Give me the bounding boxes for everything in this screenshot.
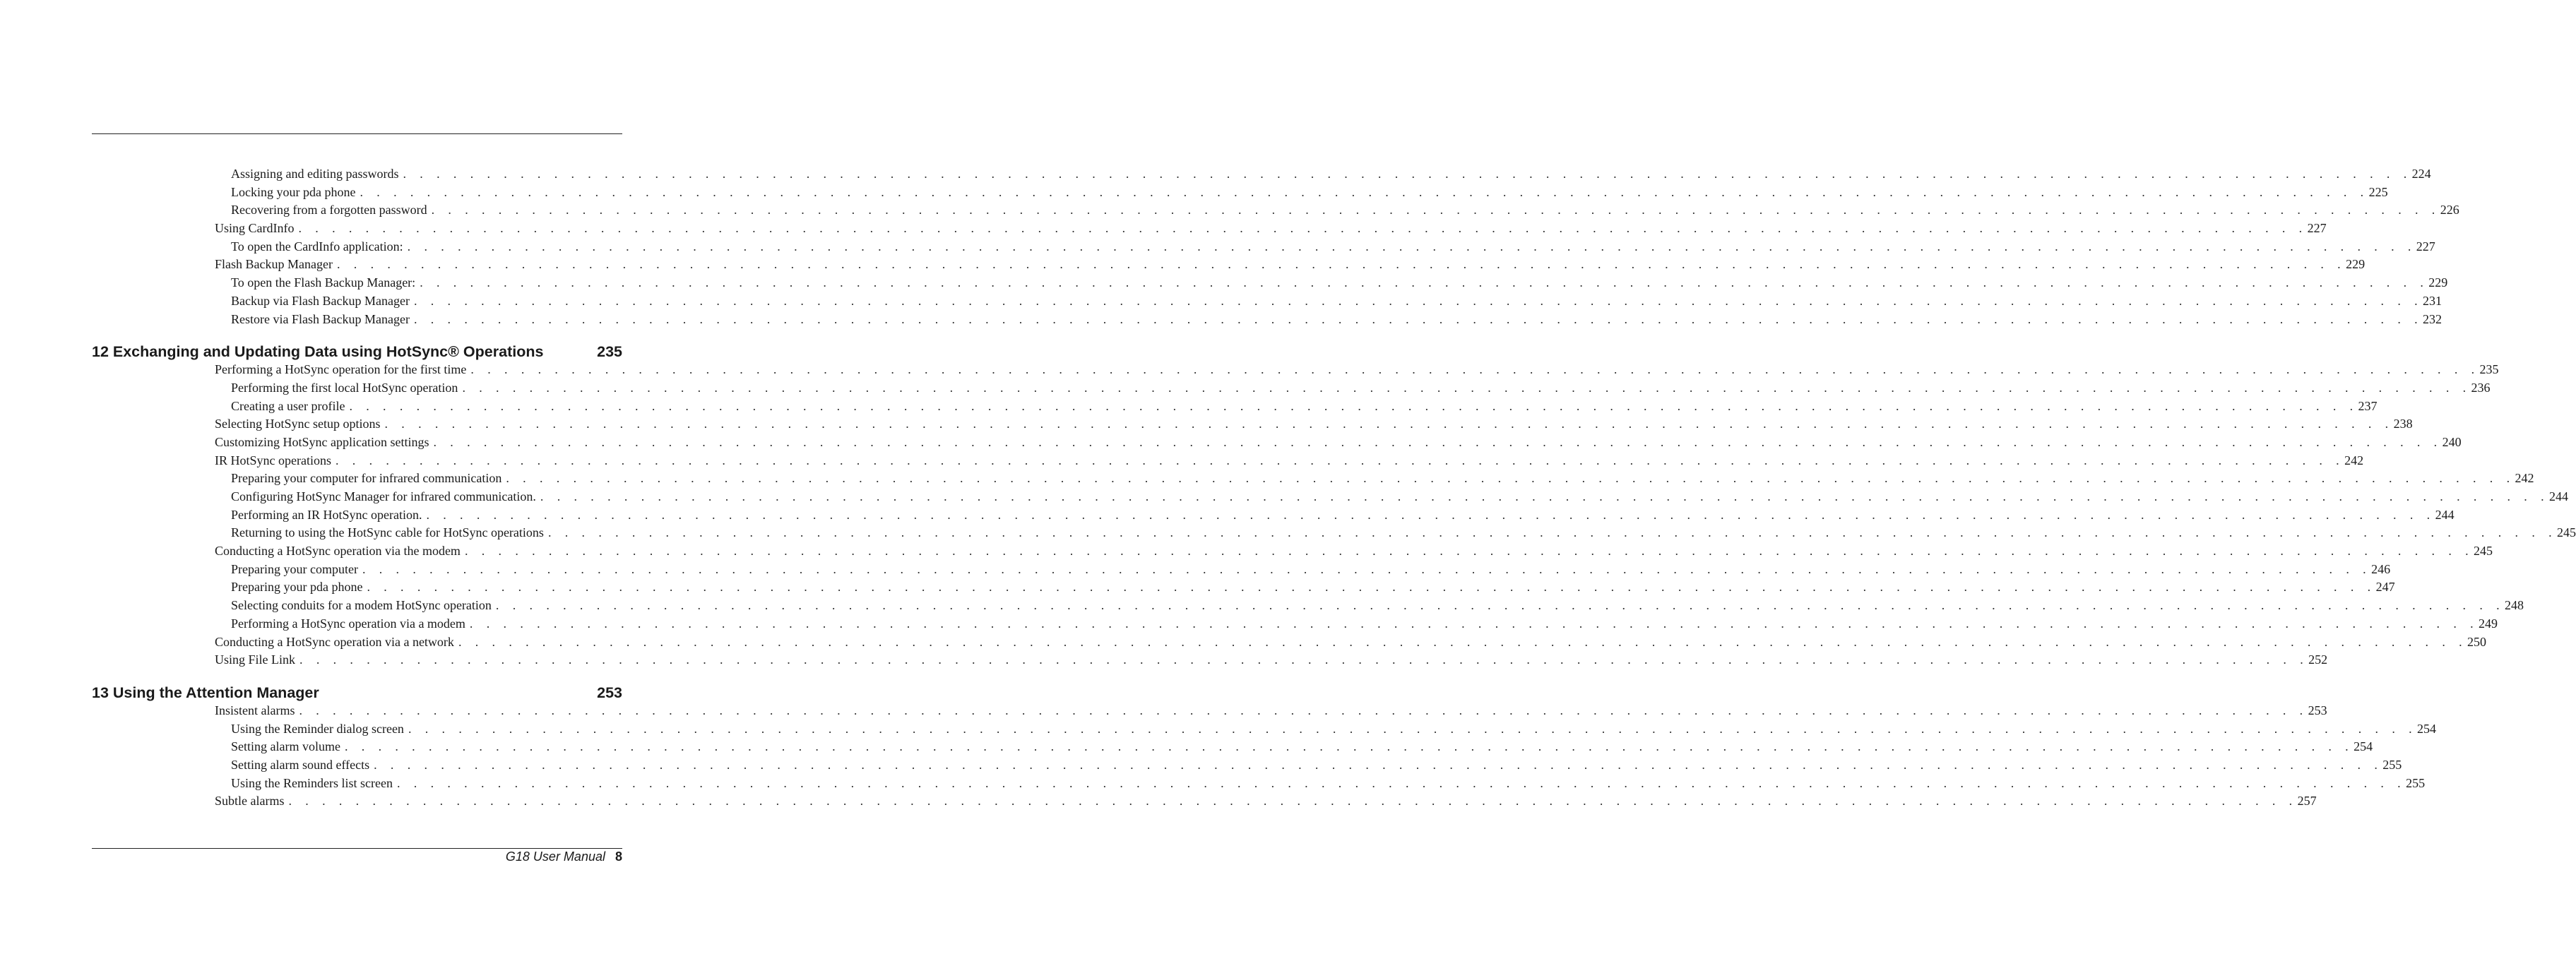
toc-subsection-entry[interactable] [92, 615, 2498, 633]
dot-leader: . . . . . . . . . . . . . . . . . . . . . . . . . . . . . . . . . . . . . . . . . . . . . . . . . . . . . . . . . . . . . . . . . . . . . . . . . . . . . . . . . . . . . . . . . . . . . . . . . . . . . . . . . . . . . . . . . . . . . . . . [367, 580, 2376, 595]
dot-leader: . . . . . . . . . . . . . . . . . . . . . . . . . . . . . . . . . . . . . . . . . . . . . . . . . . . . . . . . . . . . . . . . . . . . . . . . . . . . . . . . . . . . . . . . . . . . . . . . . . . . . . . . . . . . . . . . . . . . . . . . [495, 598, 2505, 613]
toc-section-entry[interactable] [92, 702, 2327, 720]
dot-leader: . . . . . . . . . . . . . . . . . . . . . . . . . . . . . . . . . . . . . . . . . . . . . . . . . . . . . . . . . . . . . . . . . . . . . . . . . . . . . . . . . . . . . . . . . . . . . . . . . . . . . . . . . . . . . . . . . . . . . . . . [349, 398, 2358, 413]
entry-title: To open the Flash Backup Manager: [231, 275, 416, 290]
entry-title: Performing the first local HotSync operation [231, 380, 458, 395]
entry-title: Using the Reminders list screen [231, 775, 393, 790]
toc-subsection-entry[interactable] [92, 165, 2431, 184]
dot-leader: . . . . . . . . . . . . . . . . . . . . . . . . . . . . . . . . . . . . . . . . . . . . . . . . . . . . . . . . . . . . . . . . . . . . . . . . . . . . . . . . . . . . . . . . . . . . . . . . . . . . . . . . . . . . . . . . . . . . . . . . [336, 257, 2346, 272]
entry-page-number: 236 [2471, 380, 2491, 395]
entry-page-number: 229 [2346, 257, 2366, 272]
entry-page-number: 245 [2474, 544, 2493, 559]
entry-title: Using File Link [215, 652, 296, 667]
dot-leader: . . . . . . . . . . . . . . . . . . . . . . . . . . . . . . . . . . . . . . . . . . . . . . . . . . . . . . . . . . . . . . . . . . . . . . . . . . . . . . . . . . . . . . . . . . . . . . . . . . . . . . . . . . . . . . . . . . . . . . . . [362, 561, 2372, 576]
entry-page-number: 226 [2440, 203, 2459, 217]
dot-leader: . . . . . . . . . . . . . . . . . . . . . . . . . . . . . . . . . . . . . . . . . . . . . . . . . . . . . . . . . . . . . . . . . . . . . . . . . . . . . . . . . . . . . . . . . . . . . . . . . . . . . . . . . . . . . . . . . . . . . . . . [413, 311, 2423, 326]
dot-leader: . . . . . . . . . . . . . . . . . . . . . . . . . . . . . . . . . . . . . . . . . . . . . . . . . . . . . . . . . . . . . . . . . . . . . . . . . . . . . . . . . . . . . . . . . . . . . . . . . . . . . . . . . . . . . . . . . . . . . . . . [335, 453, 2345, 467]
dot-leader: . . . . . . . . . . . . . . . . . . . . . . . . . . . . . . . . . . . . . . . . . . . . . . . . . . . . . . . . . . . . . . . . . . . . . . . . . . . . . . . . . . . . . . . . . . . . . . . . . . . . . . . . . . . . . . . . . . . . . . . . [299, 703, 2308, 717]
entry-page-number: 232 [2423, 311, 2443, 326]
dot-leader: . . . . . . . . . . . . . . . . . . . . . . . . . . . . . . . . . . . . . . . . . . . . . . . . . . . . . . . . . . . . . . . . . . . . . . . . . . . . . . . . . . . . . . . . . . . . . . . . . . . . . . . . . . . . . . . . . . . . . . . . [540, 489, 2549, 503]
entry-title: Insistent alarms [215, 703, 295, 717]
entry-title: Recovering from a forgotten password [231, 203, 427, 217]
toc-subsection-entry[interactable] [92, 720, 2437, 739]
entry-title: Preparing your pda phone [231, 580, 363, 595]
dot-leader: . . . . . . . . . . . . . . . . . . . . . . . . . . . . . . . . . . . . . . . . . . . . . . . . . . . . . . . . . . . . . . . . . . . . . . . . . . . . . . . . . . . . . . . . . . . . . . . . . . . . . . . . . . . . . . . . . . . . . . . . [506, 471, 2515, 486]
dot-leader: . . . . . . . . . . . . . . . . . . . . . . . . . . . . . . . . . . . . . . . . . . . . . . . . . . . . . . . . . . . . . . . . . . . . . . . . . . . . . . . . . . . . . . . . . . . . . . . . . . . . . . . . . . . . . . . . . . . . . . . . [469, 616, 2479, 631]
toc-section-entry[interactable] [92, 542, 2493, 561]
dot-leader: . . . . . . . . . . . . . . . . . . . . . . . . . . . . . . . . . . . . . . . . . . . . . . . . . . . . . . . . . . . . . . . . . . . . . . . . . . . . . . . . . . . . . . . . . . . . . . . . . . . . . . . . . . . . . . . . . . . . . . . . [344, 739, 2354, 754]
dot-leader: . . . . . . . . . . . . . . . . . . . . . . . . . . . . . . . . . . . . . . . . . . . . . . . . . . . . . . . . . . . . . . . . . . . . . . . . . . . . . . . . . . . . . . . . . . . . . . . . . . . . . . . . . . . . . . . . . . . . . . . . [413, 293, 2423, 308]
toc-section-entry[interactable] [92, 220, 2327, 238]
toc-subsection-entry[interactable] [92, 578, 2395, 597]
toc-section-entry[interactable] [92, 256, 2366, 274]
entry-title: Preparing your computer for infrared communication [231, 471, 502, 486]
entry-page-number: 252 [2308, 652, 2328, 667]
toc-subsection-entry[interactable] [92, 398, 2378, 416]
chapter-page-number: 235 [597, 343, 622, 361]
entry-title: Conducting a HotSync operation via a network [215, 634, 454, 649]
entry-page-number: 242 [2515, 471, 2534, 486]
entry-title: Customizing HotSync application settings [215, 434, 429, 449]
toc-subsection-entry[interactable] [92, 506, 2455, 525]
entry-page-number: 255 [2382, 757, 2402, 772]
entry-title: IR HotSync operations [215, 453, 331, 467]
toc-section-entry[interactable] [92, 633, 2487, 652]
toc-section-entry[interactable] [92, 651, 2328, 669]
toc-section-entry[interactable] [92, 361, 2499, 379]
entry-title: Restore via Flash Backup Manager [231, 311, 410, 326]
entry-page-number: 224 [2411, 167, 2431, 181]
entry-page-number: 253 [2308, 703, 2327, 717]
header-rule [92, 133, 622, 134]
toc-section-entry[interactable] [92, 415, 2413, 434]
entry-title: Preparing your computer [231, 561, 358, 576]
entry-page-number: 254 [2417, 721, 2437, 736]
entry-page-number: 244 [2549, 489, 2568, 503]
entry-page-number: 248 [2505, 598, 2524, 613]
entry-title: Flash Backup Manager [215, 257, 333, 272]
dot-leader: . . . . . . . . . . . . . . . . . . . . . . . . . . . . . . . . . . . . . . . . . . . . . . . . . . . . . . . . . . . . . . . . . . . . . . . . . . . . . . . . . . . . . . . . . . . . . . . . . . . . . . . . . . . . . . . . . . . . . . . . [470, 362, 2480, 377]
toc-subsection-entry[interactable] [92, 775, 2426, 793]
dot-leader: . . . . . . . . . . . . . . . . . . . . . . . . . . . . . . . . . . . . . . . . . . . . . . . . . . . . . . . . . . . . . . . . . . . . . . . . . . . . . . . . . . . . . . . . . . . . . . . . . . . . . . . . . . . . . . . . . . . . . . . . [431, 203, 2440, 217]
entry-page-number: 245 [2557, 525, 2576, 540]
entry-title: Returning to using the HotSync cable for HotSync operations [231, 525, 544, 540]
dot-leader: . . . . . . . . . . . . . . . . . . . . . . . . . . . . . . . . . . . . . . . . . . . . . . . . . . . . . . . . . . . . . . . . . . . . . . . . . . . . . . . . . . . . . . . . . . . . . . . . . . . . . . . . . . . . . . . . . . . . . . . . [396, 775, 2406, 790]
footer-rule [92, 848, 622, 849]
toc-subsection-entry[interactable] [92, 488, 2568, 506]
entry-page-number: 257 [2297, 794, 2317, 809]
entry-page-number: 238 [2393, 417, 2413, 431]
entry-title: Performing an IR HotSync operation. [231, 507, 422, 522]
toc-section-entry[interactable] [92, 792, 2317, 811]
page-footer [506, 849, 622, 864]
toc-subsection-entry[interactable] [92, 470, 2534, 488]
entry-page-number: 237 [2358, 398, 2378, 413]
toc-subsection-entry[interactable] [92, 238, 2435, 256]
dot-leader: . . . . . . . . . . . . . . . . . . . . . . . . . . . . . . . . . . . . . . . . . . . . . . . . . . . . . . . . . . . . . . . . . . . . . . . . . . . . . . . . . . . . . . . . . . . . . . . . . . . . . . . . . . . . . . . . . . . . . . . . [403, 167, 2412, 181]
entry-page-number: 244 [2435, 507, 2455, 522]
dot-leader: . . . . . . . . . . . . . . . . . . . . . . . . . . . . . . . . . . . . . . . . . . . . . . . . . . . . . . . . . . . . . . . . . . . . . . . . . . . . . . . . . . . . . . . . . . . . . . . . . . . . . . . . . . . . . . . . . . . . . . . . [420, 275, 2429, 290]
entry-title: Setting alarm volume [231, 739, 340, 754]
entry-page-number: 231 [2423, 293, 2443, 308]
dot-leader: . . . . . . . . . . . . . . . . . . . . . . . . . . . . . . . . . . . . . . . . . . . . . . . . . . . . . . . . . . . . . . . . . . . . . . . . . . . . . . . . . . . . . . . . . . . . . . . . . . . . . . . . . . . . . . . . . . . . . . . . [298, 221, 2308, 236]
entry-page-number: 246 [2371, 561, 2391, 576]
toc-subsection-entry[interactable] [92, 184, 2388, 202]
dot-leader: . . . . . . . . . . . . . . . . . . . . . . . . . . . . . . . . . . . . . . . . . . . . . . . . . . . . . . . . . . . . . . . . . . . . . . . . . . . . . . . . . . . . . . . . . . . . . . . . . . . . . . . . . . . . . . . . . . . . . . . . [426, 507, 2435, 522]
entry-title: Selecting HotSync setup options [215, 417, 381, 431]
chapter-title: 13 Using the Attention Manager [92, 684, 319, 701]
entry-title: Using the Reminder dialog screen [231, 721, 404, 736]
toc-subsection-entry[interactable] [92, 597, 2524, 615]
dot-leader: . . . . . . . . . . . . . . . . . . . . . . . . . . . . . . . . . . . . . . . . . . . . . . . . . . . . . . . . . . . . . . . . . . . . . . . . . . . . . . . . . . . . . . . . . . . . . . . . . . . . . . . . . . . . . . . . . . . . . . . . [407, 239, 2416, 254]
entry-title: Conducting a HotSync operation via the modem [215, 544, 461, 559]
entry-page-number: 254 [2354, 739, 2373, 754]
entry-title: Using CardInfo [215, 221, 295, 236]
entry-title: Backup via Flash Backup Manager [231, 293, 410, 308]
entry-title: Creating a user profile [231, 398, 345, 413]
toc-chapter-heading[interactable] [92, 684, 622, 702]
entry-page-number: 227 [2416, 239, 2435, 254]
entry-page-number: 229 [2428, 275, 2448, 290]
entry-title: Setting alarm sound effects [231, 757, 370, 772]
entry-page-number: 255 [2406, 775, 2426, 790]
dot-leader: . . . . . . . . . . . . . . . . . . . . . . . . . . . . . . . . . . . . . . . . . . . . . . . . . . . . . . . . . . . . . . . . . . . . . . . . . . . . . . . . . . . . . . . . . . . . . . . . . . . . . . . . . . . . . . . . . . . . . . . . [360, 184, 2369, 199]
entry-page-number: 235 [2479, 362, 2499, 377]
entry-page-number: 227 [2307, 221, 2327, 236]
dot-leader: . . . . . . . . . . . . . . . . . . . . . . . . . . . . . . . . . . . . . . . . . . . . . . . . . . . . . . . . . . . . . . . . . . . . . . . . . . . . . . . . . . . . . . . . . . . . . . . . . . . . . . . . . . . . . . . . . . . . . . . . [374, 757, 2383, 772]
entry-title: Performing a HotSync operation via a modem [231, 616, 465, 631]
toc-subsection-entry[interactable] [92, 561, 2391, 579]
toc-subsection-entry[interactable] [92, 311, 2443, 329]
entry-page-number: 240 [2442, 434, 2462, 449]
footer-page-number: 8 [615, 849, 622, 864]
dot-leader: . . . . . . . . . . . . . . . . . . . . . . . . . . . . . . . . . . . . . . . . . . . . . . . . . . . . . . . . . . . . . . . . . . . . . . . . . . . . . . . . . . . . . . . . . . . . . . . . . . . . . . . . . . . . . . . . . . . . . . . . [547, 525, 2558, 540]
toc-subsection-entry[interactable] [92, 738, 2373, 756]
dot-leader: . . . . . . . . . . . . . . . . . . . . . . . . . . . . . . . . . . . . . . . . . . . . . . . . . . . . . . . . . . . . . . . . . . . . . . . . . . . . . . . . . . . . . . . . . . . . . . . . . . . . . . . . . . . . . . . . . . . . . . . . [433, 434, 2443, 449]
entry-title: Locking your pda phone [231, 184, 356, 199]
dot-leader: . . . . . . . . . . . . . . . . . . . . . . . . . . . . . . . . . . . . . . . . . . . . . . . . . . . . . . . . . . . . . . . . . . . . . . . . . . . . . . . . . . . . . . . . . . . . . . . . . . . . . . . . . . . . . . . . . . . . . . . . [288, 794, 2298, 809]
entry-title: Configuring HotSync Manager for infrared communication. [231, 489, 536, 503]
toc-chapter-heading[interactable] [92, 342, 622, 361]
dot-leader: . . . . . . . . . . . . . . . . . . . . . . . . . . . . . . . . . . . . . . . . . . . . . . . . . . . . . . . . . . . . . . . . . . . . . . . . . . . . . . . . . . . . . . . . . . . . . . . . . . . . . . . . . . . . . . . . . . . . . . . . [462, 380, 2471, 395]
dot-leader: . . . . . . . . . . . . . . . . . . . . . . . . . . . . . . . . . . . . . . . . . . . . . . . . . . . . . . . . . . . . . . . . . . . . . . . . . . . . . . . . . . . . . . . . . . . . . . . . . . . . . . . . . . . . . . . . . . . . . . . . [464, 544, 2474, 559]
dot-leader: . . . . . . . . . . . . . . . . . . . . . . . . . . . . . . . . . . . . . . . . . . . . . . . . . . . . . . . . . . . . . . . . . . . . . . . . . . . . . . . . . . . . . . . . . . . . . . . . . . . . . . . . . . . . . . . . . . . . . . . . [299, 652, 2309, 667]
entry-title: Performing a HotSync operation for the first time [215, 362, 467, 377]
chapter-page-number: 253 [597, 684, 622, 701]
table-of-contents [92, 165, 2576, 811]
toc-subsection-entry[interactable] [92, 379, 2491, 398]
entry-page-number: 247 [2375, 580, 2395, 595]
entry-page-number: 249 [2479, 616, 2498, 631]
chapter-title: 12 Exchanging and Updating Data using HotSync® Operations [92, 343, 544, 361]
toc-subsection-entry[interactable] [92, 524, 2576, 542]
entry-title: Subtle alarms [215, 794, 285, 809]
toc-subsection-entry[interactable] [92, 292, 2443, 311]
dot-leader: . . . . . . . . . . . . . . . . . . . . . . . . . . . . . . . . . . . . . . . . . . . . . . . . . . . . . . . . . . . . . . . . . . . . . . . . . . . . . . . . . . . . . . . . . . . . . . . . . . . . . . . . . . . . . . . . . . . . . . . . [408, 721, 2418, 736]
entry-title: Selecting conduits for a modem HotSync operation [231, 598, 492, 613]
footer-manual-title: G18 User Manual [505, 849, 605, 864]
entry-page-number: 225 [2368, 184, 2388, 199]
toc-subsection-entry[interactable] [92, 274, 2448, 292]
dot-leader: . . . . . . . . . . . . . . . . . . . . . . . . . . . . . . . . . . . . . . . . . . . . . . . . . . . . . . . . . . . . . . . . . . . . . . . . . . . . . . . . . . . . . . . . . . . . . . . . . . . . . . . . . . . . . . . . . . . . . . . . [384, 417, 2394, 431]
entry-title: To open the CardInfo application: [231, 239, 403, 254]
toc-section-entry[interactable] [92, 452, 2364, 470]
entry-page-number: 250 [2467, 634, 2487, 649]
toc-subsection-entry[interactable] [92, 201, 2459, 220]
entry-title: Assigning and editing passwords [231, 167, 399, 181]
toc-section-entry[interactable] [92, 434, 2462, 452]
dot-leader: . . . . . . . . . . . . . . . . . . . . . . . . . . . . . . . . . . . . . . . . . . . . . . . . . . . . . . . . . . . . . . . . . . . . . . . . . . . . . . . . . . . . . . . . . . . . . . . . . . . . . . . . . . . . . . . . . . . . . . . . [458, 634, 2468, 649]
entry-page-number: 242 [2344, 453, 2364, 467]
toc-subsection-entry[interactable] [92, 756, 2402, 775]
